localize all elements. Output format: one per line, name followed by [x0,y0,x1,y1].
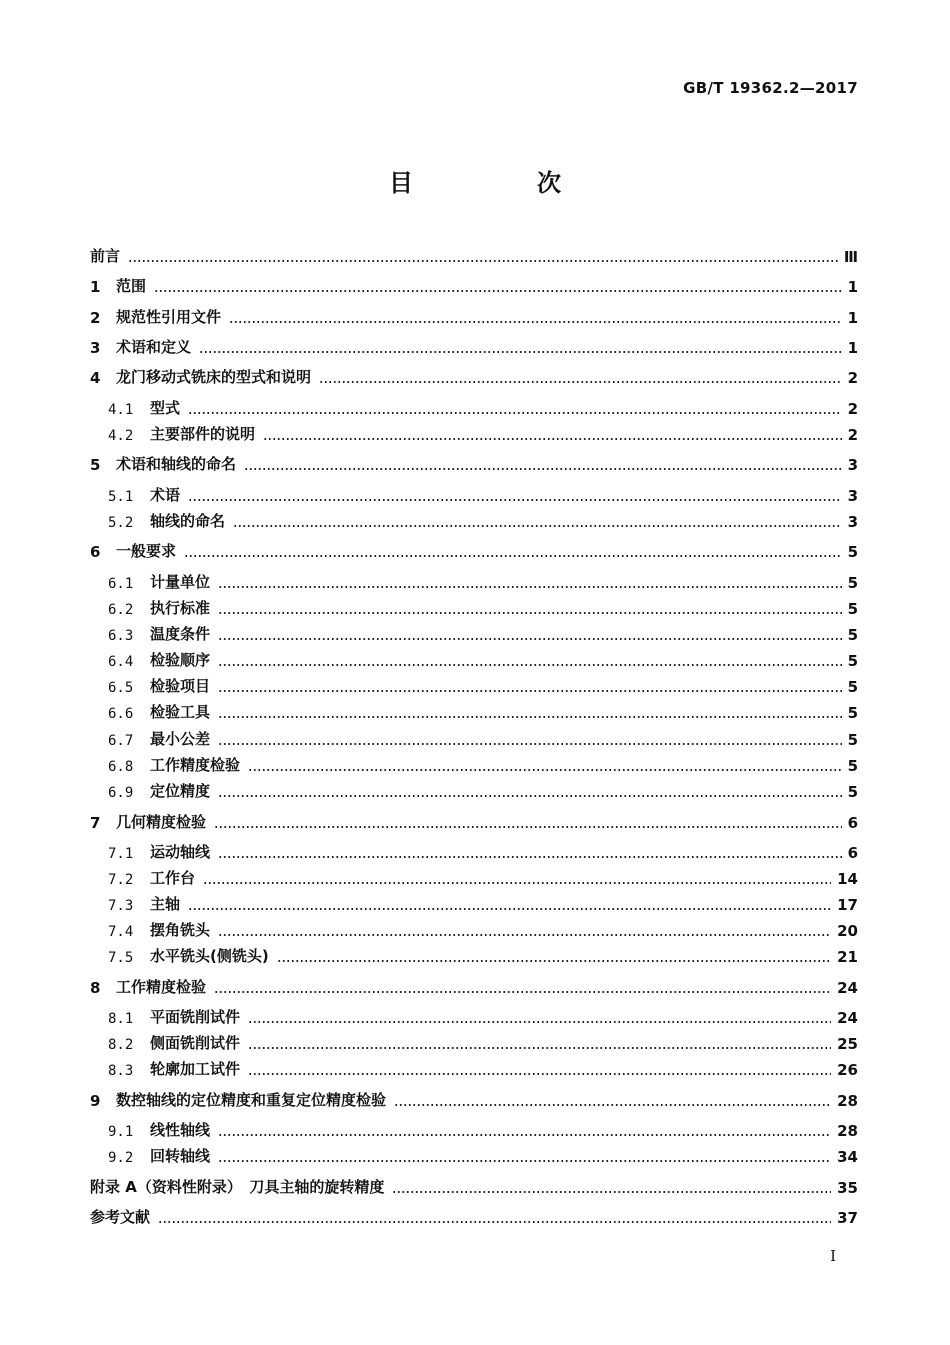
toc-entry[interactable] [108,483,858,505]
dot-leader [218,664,842,666]
toc-entry-number: 8 [90,979,101,997]
toc-entry-number: 7 [90,814,101,832]
toc-entry[interactable] [108,1057,858,1079]
dot-leader [218,690,842,692]
toc-entry-label: 主轴 [150,895,181,913]
toc-entry-page: 1 [847,339,858,357]
toc-entry-page: 3 [847,513,858,531]
toc-entry-page: 5 [847,731,858,749]
toc-entry-label: 工作台 [150,869,196,887]
dot-leader [248,769,842,771]
dot-leader [218,1134,831,1136]
toc-entry-label: 主要部件的说明 [150,425,256,443]
toc-entry-number: 7.5 [108,950,134,966]
dot-leader [199,351,842,353]
dot-leader [188,412,842,414]
dot-leader [248,1021,831,1023]
dot-leader [154,290,842,292]
toc-entry-page: 3 [847,487,858,505]
toc-entry-number: 6.8 [108,759,134,775]
toc-entry-page: 5 [847,626,858,644]
toc-entry-label: 最小公差 [150,730,211,748]
toc-entry-page: 2 [847,369,858,387]
toc-entry[interactable] [108,674,858,696]
dot-leader [184,555,842,557]
dot-leader [214,991,831,993]
toc-entry-page: 20 [837,922,858,940]
toc-entry-label: 轴线的命名 [150,512,226,530]
toc-entry-label: 附录 A（资料性附录） 刀具主轴的旋转精度 [90,1178,385,1196]
dot-leader [229,321,842,323]
toc-entry-number: 5.2 [108,515,134,531]
dot-leader [158,1221,831,1223]
toc-entry-number: 6.3 [108,628,134,644]
toc-entry-number: 7.1 [108,846,134,862]
toc-entry-label: 龙门移动式铣床的型式和说明 [116,368,312,386]
toc-entry-label: 工作精度检验 [116,978,207,996]
toc-entry-page: 24 [837,1009,858,1027]
toc-entry-number: 8.2 [108,1037,134,1053]
toc-entry[interactable] [108,1005,858,1027]
toc-entry-number: 6.2 [108,602,134,618]
toc-entry[interactable] [108,570,858,592]
toc-entry-label: 检验项目 [150,677,211,695]
toc-entry[interactable] [108,700,858,722]
toc-entry[interactable] [90,1175,858,1197]
dot-leader [392,1191,831,1193]
toc-entry-label: 平面铣削试件 [150,1008,241,1026]
toc-entry-number: 9 [90,1092,101,1110]
toc-entry-number: 6.7 [108,733,134,749]
toc-entry-number: 5.1 [108,489,134,505]
page-number: I [830,1247,836,1265]
toc-entry-page: 28 [837,1092,858,1110]
toc-entry-label: 回转轴线 [150,1147,211,1165]
toc-entry-number: 2 [90,309,101,327]
toc-entry-label: 型式 [150,399,181,417]
toc-entry-label: 参考文献 [90,1208,151,1226]
toc-entry[interactable] [90,244,858,266]
toc-entry-number: 9.2 [108,1150,134,1166]
toc-entry-page: 6 [847,844,858,862]
toc-entry-number: 6.4 [108,654,134,670]
dot-leader [218,638,842,640]
toc-entry-label: 术语和定义 [116,338,192,356]
toc-entry-number: 1 [90,278,101,296]
toc-entry-label: 检验工具 [150,703,211,721]
toc-entry-number: 6.9 [108,785,134,801]
toc-entry-label: 温度条件 [150,625,211,643]
toc-entry[interactable] [108,840,858,862]
toc-entry-page: 2 [847,400,858,418]
toc-entry-number: 4.1 [108,402,134,418]
toc-entry-page: 17 [837,896,858,914]
toc-entry-page: Ⅲ [843,248,858,266]
toc-entry-label: 运动轴线 [150,843,211,861]
dot-leader [233,525,842,527]
toc-entry[interactable] [108,622,858,644]
toc-entry-number: 9.1 [108,1124,134,1140]
toc-entry-page: 5 [847,704,858,722]
toc-entry[interactable] [90,810,858,832]
toc-entry-label: 数控轴线的定位精度和重复定位精度检验 [116,1091,387,1109]
toc-entry-page: 1 [847,278,858,296]
toc-entry-number: 4 [90,369,101,387]
toc-entry-page: 6 [847,814,858,832]
toc-entry[interactable] [108,779,858,801]
dot-leader [244,468,842,470]
toc-entry[interactable] [108,1118,858,1140]
toc-entry-page: 28 [837,1122,858,1140]
toc-entry-label: 线性轴线 [150,1121,211,1139]
toc-entry-number: 3 [90,339,101,357]
dot-leader [218,795,842,797]
toc-entry-label: 摆角铣头 [150,921,211,939]
toc-entry-label: 计量单位 [150,573,211,591]
toc-entry-number: 4.2 [108,428,134,444]
dot-leader [188,499,842,501]
dot-leader [218,934,831,936]
toc-entry-page: 1 [847,309,858,327]
toc-entry-page: 5 [847,600,858,618]
toc-entry-number: 6.6 [108,706,134,722]
toc-entry-page: 3 [847,456,858,474]
toc-entry[interactable] [90,1205,858,1227]
dot-leader [263,438,842,440]
toc-entry-label: 几何精度检验 [116,813,207,831]
toc-entry[interactable] [108,944,858,966]
dot-leader [214,826,842,828]
toc-entry-page: 5 [847,783,858,801]
toc-entry-page: 5 [847,543,858,561]
dot-leader [218,586,842,588]
toc-entry[interactable] [108,918,858,940]
dot-leader [218,716,842,718]
toc-entry-page: 24 [837,979,858,997]
toc-entry-label: 规范性引用文件 [116,308,222,326]
toc-entry-label: 术语和轴线的命名 [116,455,237,473]
toc-entry-page: 5 [847,757,858,775]
toc-entry-number: 8.3 [108,1063,134,1079]
dot-leader [218,856,842,858]
toc-entry[interactable] [108,1031,858,1053]
toc-entry-label: 一般要求 [116,542,177,560]
dot-leader [248,1047,831,1049]
toc-entry-page: 34 [837,1148,858,1166]
dot-leader [128,260,838,262]
dot-leader [319,381,842,383]
dot-leader [218,612,842,614]
toc-entry-number: 7.3 [108,898,134,914]
toc-entry-page: 5 [847,678,858,696]
toc-entry-page: 21 [837,948,858,966]
toc-entry[interactable] [108,727,858,749]
toc-entry[interactable] [90,1088,858,1110]
toc-entry[interactable] [90,365,858,387]
toc-entry[interactable] [90,305,858,327]
toc-entry-number: 6.1 [108,576,134,592]
toc-entry[interactable] [108,753,858,775]
toc-entry-page: 26 [837,1061,858,1079]
toc-entry[interactable] [90,274,858,296]
toc-entry-label: 轮廓加工试件 [150,1060,241,1078]
toc-entry-label: 执行标准 [150,599,211,617]
toc-entry[interactable] [90,335,858,357]
toc-entry-page: 5 [847,574,858,592]
toc-entry-number: 6.5 [108,680,134,696]
toc-entry[interactable] [90,452,858,474]
page-title: 目 次 [389,169,611,197]
toc-entry-number: 5 [90,456,101,474]
toc-entry[interactable] [108,866,858,888]
dot-leader [248,1073,831,1075]
dot-leader [277,960,831,962]
toc-entry-label: 术语 [150,486,181,504]
toc-entry[interactable] [108,596,858,618]
toc-entry-page: 37 [837,1209,858,1227]
dot-leader [218,743,842,745]
toc-entry-number: 7.2 [108,872,134,888]
dot-leader [188,908,831,910]
toc-entry-label: 工作精度检验 [150,756,241,774]
standard-code: GB/T 19362.2—2017 [683,79,858,97]
toc-entry-page: 14 [837,870,858,888]
toc-entry-page: 2 [847,426,858,444]
toc-entry[interactable] [108,396,858,418]
toc-entry-label: 前言 [90,247,121,265]
toc-entry[interactable] [108,892,858,914]
toc-entry-page: 35 [837,1179,858,1197]
toc-entry[interactable] [108,1144,858,1166]
toc-entry-number: 6 [90,543,101,561]
toc-entry-label: 定位精度 [150,782,211,800]
toc-entry[interactable] [90,539,858,561]
toc-entry-label: 水平铣头(侧铣头) [150,947,269,965]
toc-entry-number: 7.4 [108,924,134,940]
toc-entry-page: 25 [837,1035,858,1053]
toc-entry[interactable] [108,422,858,444]
dot-leader [394,1104,831,1106]
toc-entry-label: 范围 [116,277,147,295]
dot-leader [218,1160,831,1162]
toc-entry[interactable] [108,648,858,670]
toc-entry-page: 5 [847,652,858,670]
toc-entry[interactable] [108,509,858,531]
toc-entry-label: 侧面铣削试件 [150,1034,241,1052]
toc-entry-label: 检验顺序 [150,651,211,669]
dot-leader [203,882,831,884]
toc-entry-number: 8.1 [108,1011,134,1027]
toc-entry[interactable] [90,975,858,997]
